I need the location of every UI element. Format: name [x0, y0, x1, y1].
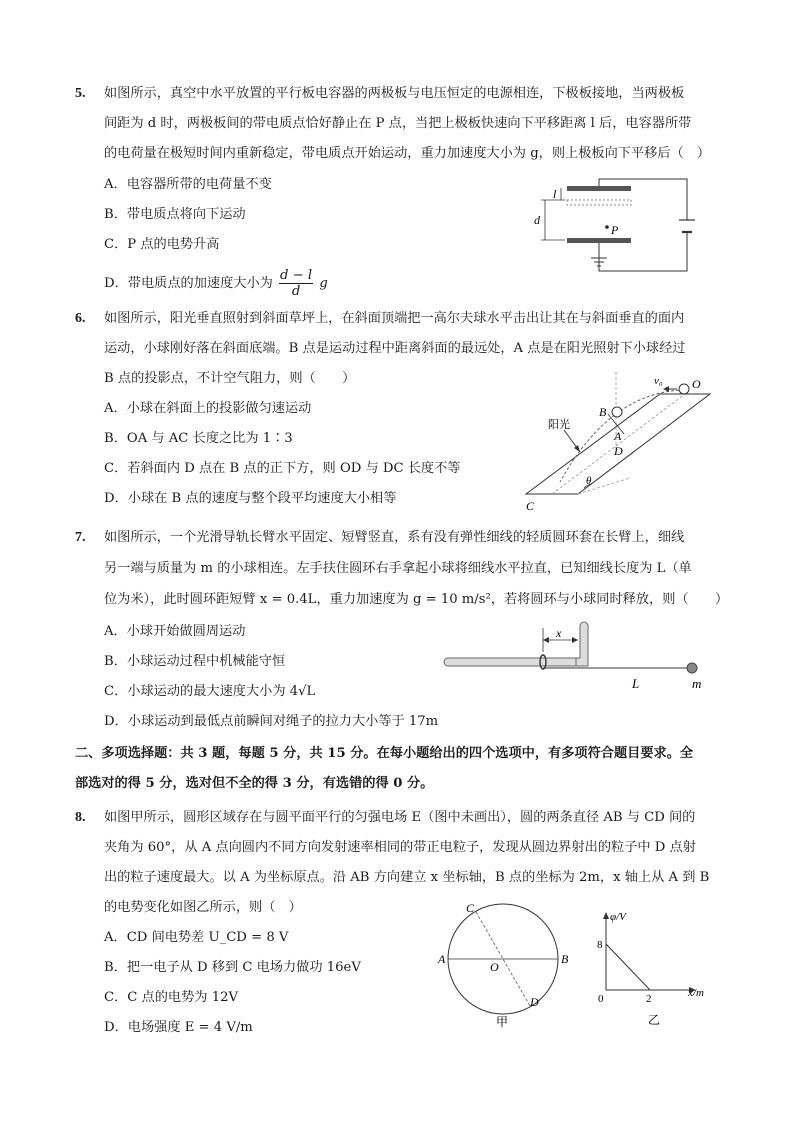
q7-stem-line2: 另一端与质量为 m 的小球相连。左手扶住圆环右手拿起小球将细线水平拉直，已知细线长度为 L（单 [104, 561, 692, 576]
q8-stem-line2: 夹角为 60°，从 A 点向圆内不同方向发射速率相同的带正电粒子，发现从圆边界射出的粒子中 D 点射 [104, 840, 696, 855]
q5-stem-line2: 间距为 d 时，两极板间的带电质点恰好静止在 P 点，当把上极板快速向下平移距离 l 后，电容器所带 [104, 116, 692, 131]
q8-option-d[interactable]: D．电场强度 E = 4 V/m [104, 1020, 253, 1035]
q5-option-b[interactable]: B．带电质点将向下运动 [104, 207, 246, 222]
q7-fig-label-l: L [632, 676, 640, 691]
q6-fig-label-b: B [599, 405, 607, 419]
q7-number: 7. [75, 530, 86, 545]
q8-stem-line4: 的电势变化如图乙所示，则（ ） [104, 900, 302, 915]
q6-fig-label-d: D [614, 444, 623, 458]
q8-fig-caption-yi: 乙 [648, 1013, 661, 1027]
q7-fig-label-m: m [692, 676, 702, 691]
q5-option-c[interactable]: C．P 点的电势升高 [104, 237, 220, 252]
q8-graph-xlabel: x/m [688, 987, 704, 999]
q8-fig-label-c: C [466, 901, 475, 915]
q7-option-b[interactable]: B．小球运动过程中机械能守恒 [104, 654, 286, 669]
q8-stem-line3: 出的粒子速度最大。以 A 为坐标原点。沿 AB 方向建立 x 坐标轴，B 点的坐标为 2m，x 轴上从 A 到 B [104, 870, 710, 885]
q5-option-d-label: D．带电质点的加速度大小为 [104, 276, 273, 291]
q8-graph-tick-x0: 0 [598, 993, 604, 1005]
q6-fig-label-o: O [692, 377, 701, 391]
q6-option-d[interactable]: D．小球在 B 点的速度与整个段平均速度大小相等 [104, 491, 397, 506]
q5-fig-label-p: P [611, 223, 619, 237]
q6-option-c[interactable]: C．若斜面内 D 点在 B 点的正下方，则 OD 与 DC 长度不等 [104, 461, 461, 476]
q6-stem-line3: B 点的投影点，不计空气阻力，则（ ） [104, 371, 356, 386]
q5-option-d-g: g [319, 276, 328, 291]
q5-option-d[interactable] [104, 268, 328, 299]
q8-number: 8. [75, 810, 86, 825]
q5-particle-p [605, 225, 609, 229]
q7-rail-figure [440, 620, 710, 692]
q5-fig-label-l: l [553, 187, 557, 201]
q6-option-b[interactable]: B．OA 与 AC 长度之比为 1∶3 [104, 431, 293, 446]
q5-fig-label-d: d [534, 213, 540, 227]
q5-stem-line3: 的电荷量在极短时间内重新稳定，带电质点开始运动，重力加速度大小为 g，则上极板向下平移后（ ） [104, 146, 711, 161]
q8-option-a[interactable]: A．CD 间电势差 U_CD = 8 V [104, 930, 289, 945]
q5-number: 5. [75, 86, 86, 101]
q8-option-b[interactable]: B．把一电子从 D 移到 C 电场力做功 16eV [104, 960, 361, 975]
section2-heading-line1: 二、多项选择题：共 3 题，每题 5 分，共 15 分。在每小题给出的四个选项中，有多项符合题目要求。全 [75, 746, 694, 761]
q6-fig-label-theta: θ [586, 475, 592, 487]
q6-number: 6. [75, 311, 86, 326]
q8-graph-ylabel: φ/V [610, 911, 626, 923]
q8-fig-caption-jia: 甲 [496, 1015, 509, 1029]
q8-fig-label-b: B [561, 952, 569, 966]
q6-stem-line1: 如图所示，阳光垂直照射到斜面草坪上，在斜面顶端把一高尔夫球水平击出让其在与斜面垂直的面内 [104, 311, 685, 326]
q5-capacitor-figure [525, 176, 695, 296]
q6-ball-o [679, 384, 689, 394]
q7-stem-line3: 位为米），此时圆环距短臂 x = 0.4L，重力加速度为 g = 10 m/s²，若将圆环与小球同时释放，则（ ） [104, 592, 729, 607]
fraction-numerator: d − l [280, 268, 313, 283]
q8-graph-tick-x2: 2 [646, 993, 652, 1005]
q8-circle-figure [436, 900, 576, 1030]
q5-option-a[interactable]: A．电容器所带的电荷量不变 [104, 177, 272, 192]
q7-option-c[interactable]: C．小球运动的最大速度大小为 4√L [104, 684, 316, 699]
q6-stem-line2: 运动，小球刚好落在斜面底端。B 点是运动过程中距离斜面的最远处，A 点是在阳光照射下小球经过 [104, 341, 686, 356]
q6-ball-b [612, 407, 622, 417]
q8-fig-label-d: D [530, 995, 539, 1009]
q8-stem-line1: 如图甲所示，圆形区域存在与圆平面平行的匀强电场 E（图中未画出），圆的两条直径 AB 与 CD 间的 [104, 810, 696, 825]
q6-fig-label-v0: v₀ [654, 375, 663, 387]
q8-fig-label-o: O [490, 960, 499, 974]
q8-option-c[interactable]: C．C 点的电势为 12V [104, 990, 238, 1005]
q7-stem-line1: 如图所示，一个光滑导轨长臂水平固定、短臂竖直，系有没有弹性细线的轻质圆环套在长臂上，细线 [104, 530, 685, 545]
q8-graph-tick-y8: 8 [597, 939, 603, 951]
q7-option-a[interactable]: A．小球开始做圆周运动 [104, 624, 246, 639]
q6-fig-label-a: A [614, 429, 622, 443]
fraction-denominator: d [291, 284, 301, 299]
q5-option-d-fraction [279, 268, 313, 299]
q7-option-d[interactable]: D．小球运动到最低点前瞬间对绳子的拉力大小等于 17m [104, 714, 439, 729]
q6-incline-figure [520, 372, 710, 512]
q7-ball-m [687, 663, 697, 673]
q8-potential-graph [592, 910, 712, 1028]
q6-fig-label-sun: 阳光 [548, 418, 570, 431]
section2-heading-line2: 部选对的得 5 分，选对但不全的得 3 分，有选错的得 0 分。 [75, 776, 434, 791]
q7-fig-label-x: x [556, 626, 562, 640]
q6-option-a[interactable]: A．小球在斜面上的投影做匀速运动 [104, 401, 312, 416]
q6-fig-label-c: C [526, 499, 535, 513]
q8-fig-label-a: A [438, 952, 446, 966]
q5-stem-line1: 如图所示，真空中水平放置的平行板电容器的两极板与电压恒定的电源相连，下极板接地，当两极板 [104, 86, 685, 101]
